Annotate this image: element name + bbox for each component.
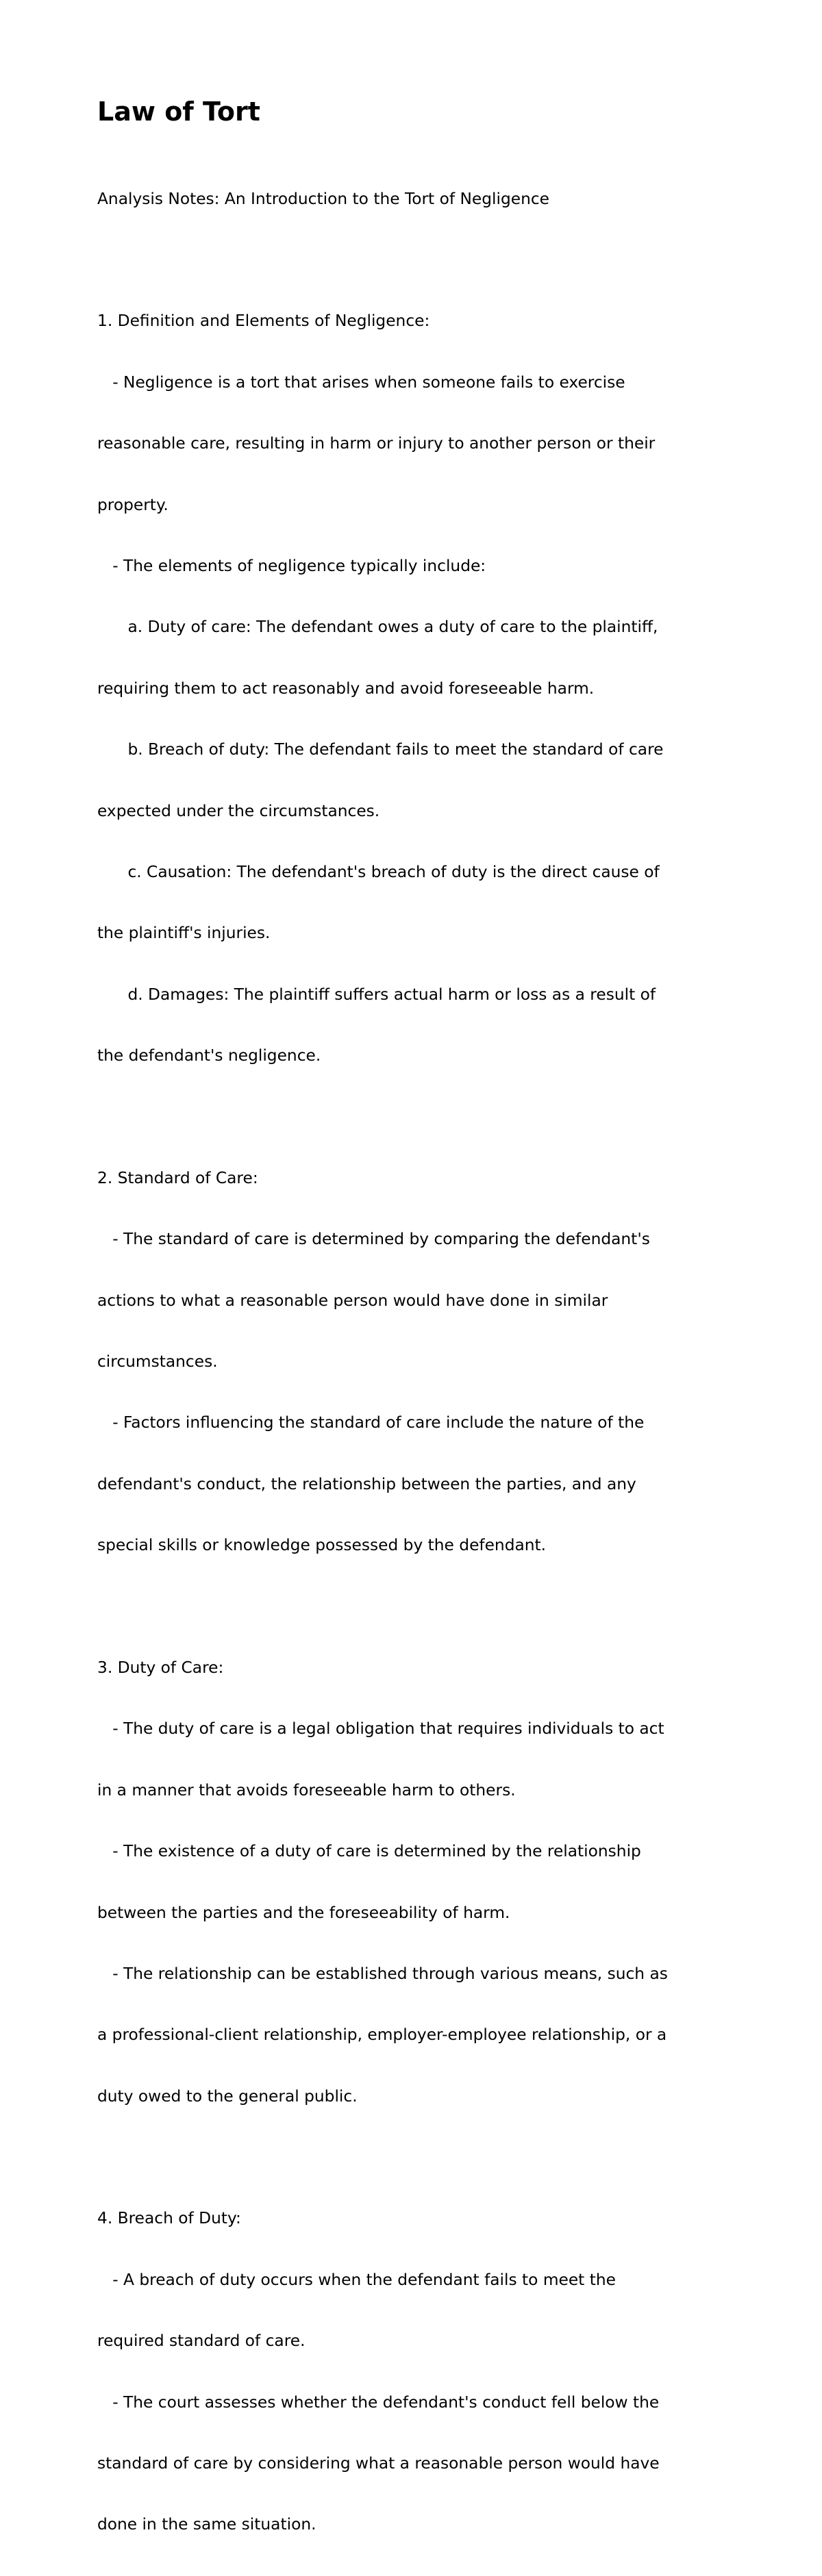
document-body (97, 148, 741, 2576)
document-title: Law of Tort (97, 97, 260, 127)
body-line: the plaintiff's injuries. (97, 924, 271, 943)
body-line: - The elements of negligence typically include: (97, 556, 486, 575)
body-line: a. Duty of care: The defendant owes a duty of care to the plaintiff, (97, 618, 658, 637)
body-line: - The duty of care is a legal obligation that requires individuals to act (97, 1719, 664, 1739)
body-line: done in the same situation. (97, 2515, 316, 2534)
body-line: - Factors influencing the standard of care include the nature of the (97, 1413, 645, 1432)
body-line: expected under the circumstances. (97, 801, 380, 820)
blank-line (97, 2147, 741, 2168)
body-line: defendant's conduct, the relationship between the parties, and any (97, 1474, 636, 1493)
blank-line (97, 1107, 741, 1127)
body-line: the defendant's negligence. (97, 1046, 321, 1065)
blank-line (97, 1597, 741, 1617)
body-line: actions to what a reasonable person would have done in similar (97, 1291, 608, 1310)
body-line: - Negligence is a tort that arises when someone fails to exercise (97, 372, 625, 392)
body-line: between the parties and the foreseeability of harm. (97, 1903, 510, 1922)
body-line: required standard of care. (97, 2332, 306, 2351)
body-line: standard of care by considering what a reasonable person would have (97, 2454, 660, 2473)
section-heading: 2. Standard of Care: (97, 1168, 258, 1187)
body-line: reasonable care, resulting in harm or injury to another person or their (97, 434, 656, 453)
body-line: c. Causation: The defendant's breach of duty is the direct cause of (97, 862, 660, 881)
body-line: - The relationship can be established through various means, such as (97, 1964, 668, 1983)
section-heading: 4. Breach of Duty: (97, 2209, 241, 2228)
body-line: - The existence of a duty of care is determined by the relationship (97, 1842, 641, 1861)
body-line: requiring them to act reasonably and avoid foreseeable harm. (97, 679, 595, 698)
body-line: - The court assesses whether the defendant's conduct fell below the (97, 2392, 660, 2412)
body-line: property. (97, 495, 169, 514)
body-line: - A breach of duty occurs when the defendant fails to meet the (97, 2270, 616, 2289)
section-heading: 1. Definition and Elements of Negligence: (97, 312, 430, 331)
body-line: duty owed to the general public. (97, 2086, 358, 2106)
body-line: in a manner that avoids foreseeable harm to others. (97, 1780, 516, 1800)
blank-line (97, 250, 741, 270)
body-line: circumstances. (97, 1352, 218, 1372)
subtitle-line: Analysis Notes: An Introduction to the Tort of Negligence (97, 189, 549, 208)
body-line: a professional-client relationship, employer-employee relationship, or a (97, 2025, 667, 2045)
body-line: special skills or knowledge possessed by the defendant. (97, 1536, 547, 1555)
body-line: d. Damages: The plaintiff suffers actual harm or loss as a result of (97, 985, 656, 1004)
body-line: - The standard of care is determined by comparing the defendant's (97, 1230, 650, 1249)
body-line: b. Breach of duty: The defendant fails to meet the standard of care (97, 740, 664, 759)
section-heading: 3. Duty of Care: (97, 1658, 224, 1677)
